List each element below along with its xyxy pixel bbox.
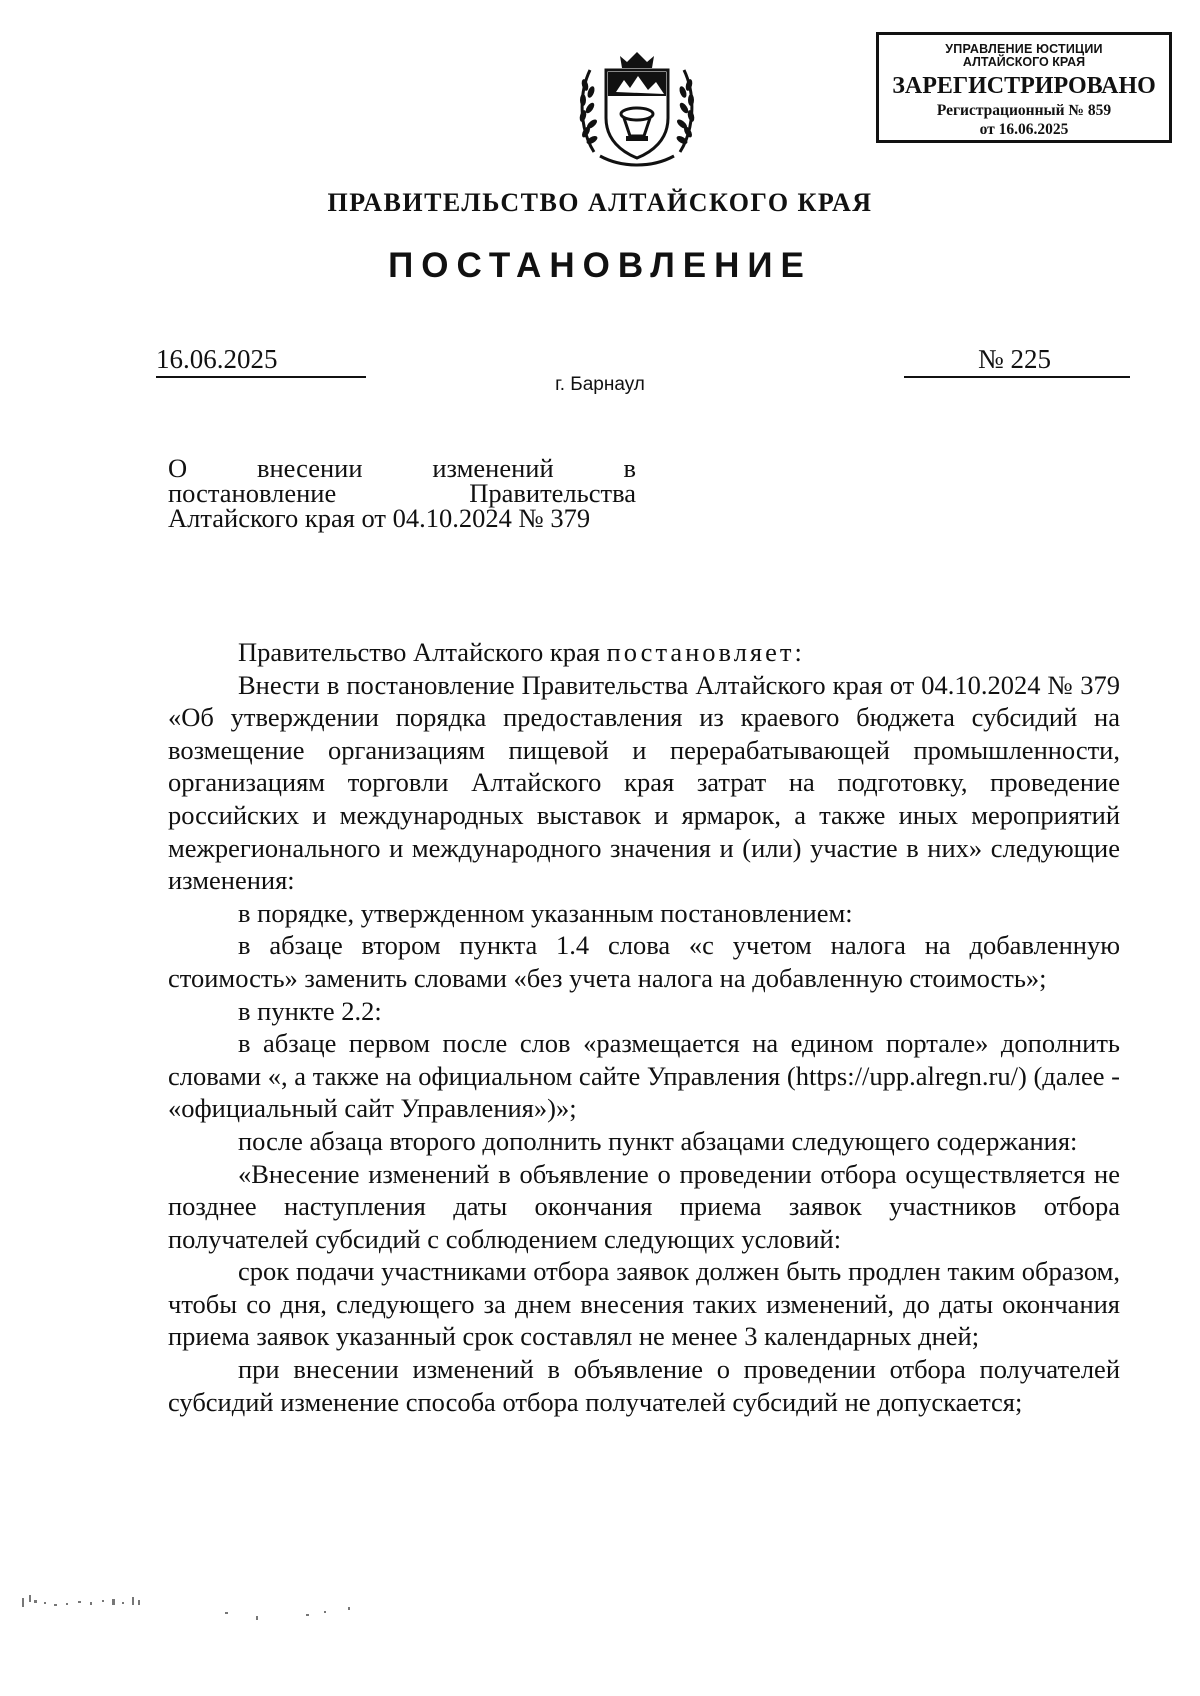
government-name: ПРАВИТЕЛЬСТВО АЛТАЙСКОГО КРАЯ	[327, 188, 873, 217]
document-number: № 225	[978, 344, 1052, 374]
document-type: ПОСТАНОВЛЕНИЕ	[388, 246, 812, 285]
paragraph: в абзаце втором пункта 1.4 слова «с учетом налога на добавленную стоимость» заменить словами «без учета налога на добавленную стоимость»;	[168, 930, 1120, 993]
stamp-status: ЗАРЕГИСТРИРОВАНО	[892, 73, 1156, 99]
subject-line-2: постановление Правительства	[168, 478, 636, 508]
scan-noise	[20, 1590, 400, 1630]
document-body	[168, 636, 1120, 1418]
paragraph: срок подачи участниками отбора заявок должен быть продлен таким образом, чтобы со дня, следующего за днем внесения таких изменений, до даты окончания приема заявок указанный срок составлял не менее 3 календарных дней;	[168, 1256, 1120, 1352]
paragraph: после абзаца второго дополнить пункт абзацами следующего содержания:	[238, 1125, 1078, 1156]
intro-start: Правительство Алтайского края	[238, 637, 607, 667]
paragraph-intro	[168, 636, 1120, 669]
paragraph: в порядке, утвержденном указанным постановлением:	[238, 897, 853, 928]
city: г. Барнаул	[555, 374, 645, 395]
subject-line-1: О внесении изменений в	[168, 453, 636, 483]
subject-line-3: Алтайского края от 04.10.2024 № 379	[168, 503, 591, 533]
intro-keyword: постановляет	[606, 637, 795, 667]
paragraph: «Внесение изменений в объявление о проведении отбора осуществляется не позднее наступления даты окончания приема заявок участников отбора получателей субсидий с соблюдением следующих условий:	[168, 1158, 1120, 1254]
stamp-authority-line2: АЛТАЙСКОГО КРАЯ	[962, 55, 1086, 69]
document-date: 16.06.2025	[156, 344, 366, 378]
document-subject	[168, 453, 636, 533]
paragraph: Внести в постановление Правительства Алтайского края от 04.10.2024 № 379 «Об утверждении порядка предоставления из краевого бюджета субсидий на возмещение организациям пищевой и перерабатывающей промышленности, организациям торговли Алтайского края затрат на подготовку, проведение российских и международных выставок и ярмарок, а также иных мероприятий межрегионального и международного значения и (или) участие в них» следующие изменения:	[168, 669, 1120, 896]
registration-stamp	[876, 32, 1172, 143]
intro-end: :	[794, 637, 802, 667]
paragraph: в пункте 2.2:	[238, 995, 382, 1026]
stamp-reg-date: от 16.06.2025	[979, 121, 1069, 138]
document-number-field	[904, 344, 1130, 378]
paragraph: при внесении изменений в объявление о проведении отбора получателей субсидий изменение способа отбора получателей субсидий не допускается;	[168, 1354, 1120, 1417]
stamp-authority-line1: УПРАВЛЕНИЕ ЮСТИЦИИ	[945, 42, 1103, 56]
paragraph: в абзаце первом после слов «размещается на едином портале» дополнить словами «, а также на официальном сайте Управления (https://upp.alregn.ru/) (далее - «официальный сайт Управления»)»;	[168, 1028, 1120, 1124]
coat-of-arms-icon	[572, 40, 702, 170]
stamp-reg-number: Регистрационный № 859	[936, 102, 1112, 119]
